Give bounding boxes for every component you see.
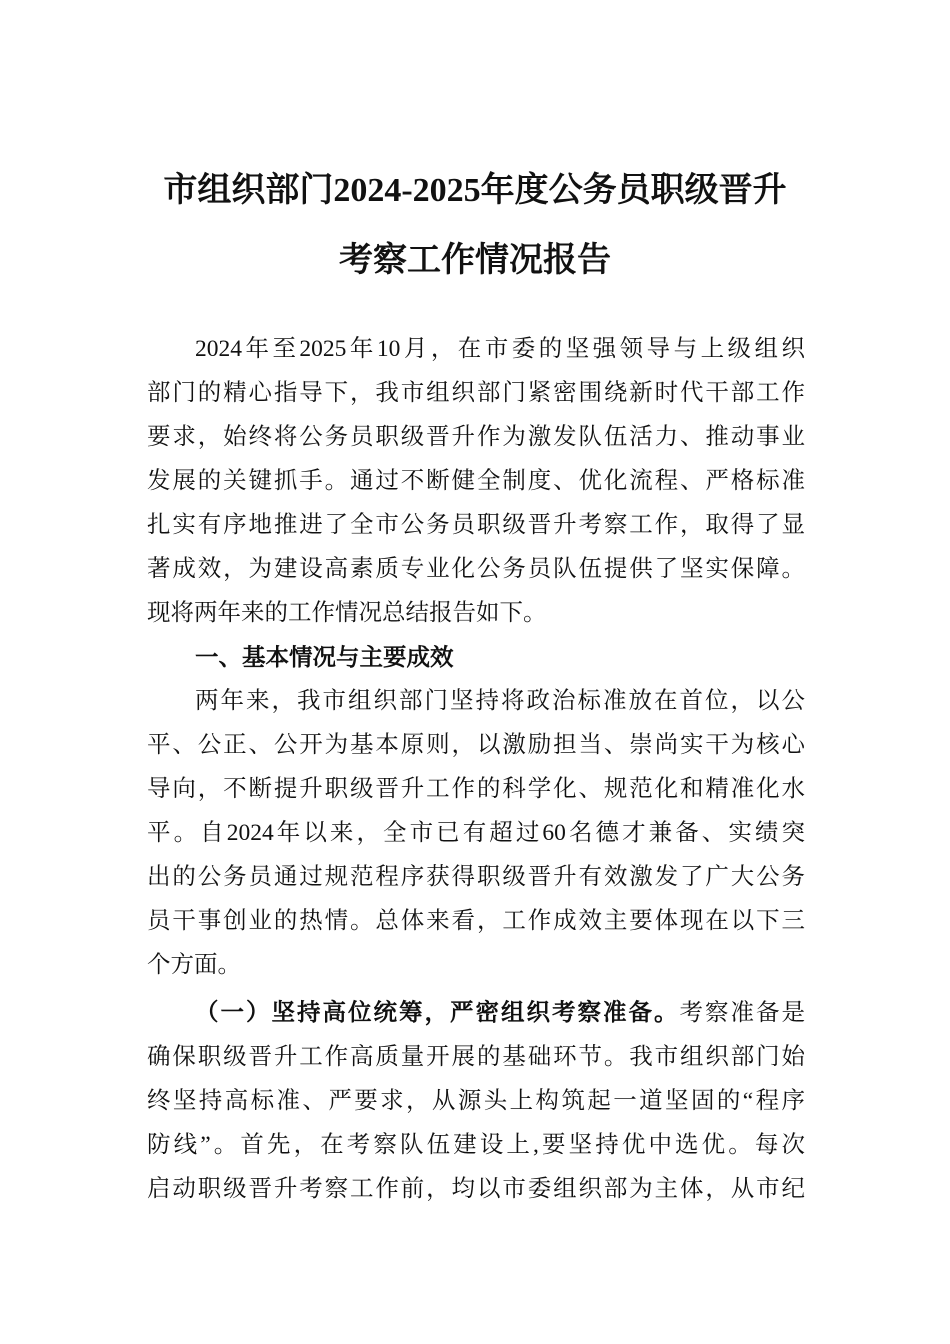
text-line: 著成效，为建设高素质专业化公务员队伍提供了坚实保障。 — [147, 556, 805, 582]
text-line: 启动职级晋升考察工作前，均以市委组织部为主体，从市纪 — [147, 1176, 805, 1202]
text-span: 考察准备是 — [679, 1000, 805, 1026]
text-line: 确保职级晋升工作高质量开展的基础环节。我市组织部门始 — [147, 1044, 805, 1070]
document-title-line-1: 市组织部门2024-2025年度公务员职级晋升 — [163, 172, 787, 209]
text-line: 个方面。 — [147, 952, 241, 978]
text-line: 两年来，我市组织部门坚持将政治标准放在首位，以公 — [195, 688, 805, 714]
paragraph-intro — [147, 327, 805, 635]
paragraph-overview — [147, 679, 805, 987]
text-line: 终坚持高标准、严要求，从源头上构筑起一道坚固的“程序 — [147, 1088, 805, 1114]
text-line: 平。自2024年以来，全市已有超过60名德才兼备、实绩突 — [147, 820, 805, 846]
text-line: 员干事创业的热情。总体来看，工作成效主要体现在以下三 — [147, 908, 805, 934]
subsection-lead: （一）坚持高位统筹，严密组织考察准备。 — [195, 1000, 680, 1026]
text-line: 出的公务员通过规范程序获得职级晋升有效激发了广大公务 — [147, 864, 805, 890]
text-line: 2024年至2025年10月，在市委的坚强领导与上级组织 — [195, 336, 805, 362]
text-line: 要求，始终将公务员职级晋升作为激发队伍活力、推动事业 — [147, 424, 805, 450]
text-line: 防线”。首先，在考察队伍建设上,要坚持优中选优。每次 — [147, 1132, 805, 1158]
text-line: 部门的精心指导下，我市组织部门紧密围绕新时代干部工作 — [147, 380, 805, 406]
text-line: 扎实有序地推进了全市公务员职级晋升考察工作，取得了显 — [147, 512, 805, 538]
document-title-line-2: 考察工作情况报告 — [339, 242, 611, 279]
text-line: 发展的关键抓手。通过不断健全制度、优化流程、严格标准 — [147, 468, 805, 494]
text-line: 平、公正、公开为基本原则，以激励担当、崇尚实干为核心 — [147, 732, 805, 758]
paragraph-subsection-1 — [147, 991, 805, 1211]
document-body — [147, 327, 805, 1211]
section-heading: 一、基本情况与主要成效 — [195, 644, 454, 670]
text-line — [147, 991, 805, 1035]
text-line: 导向，不断提升职级晋升工作的科学化、规范化和精准化水 — [147, 776, 805, 802]
text-line: 现将两年来的工作情况总结报告如下。 — [147, 600, 547, 626]
